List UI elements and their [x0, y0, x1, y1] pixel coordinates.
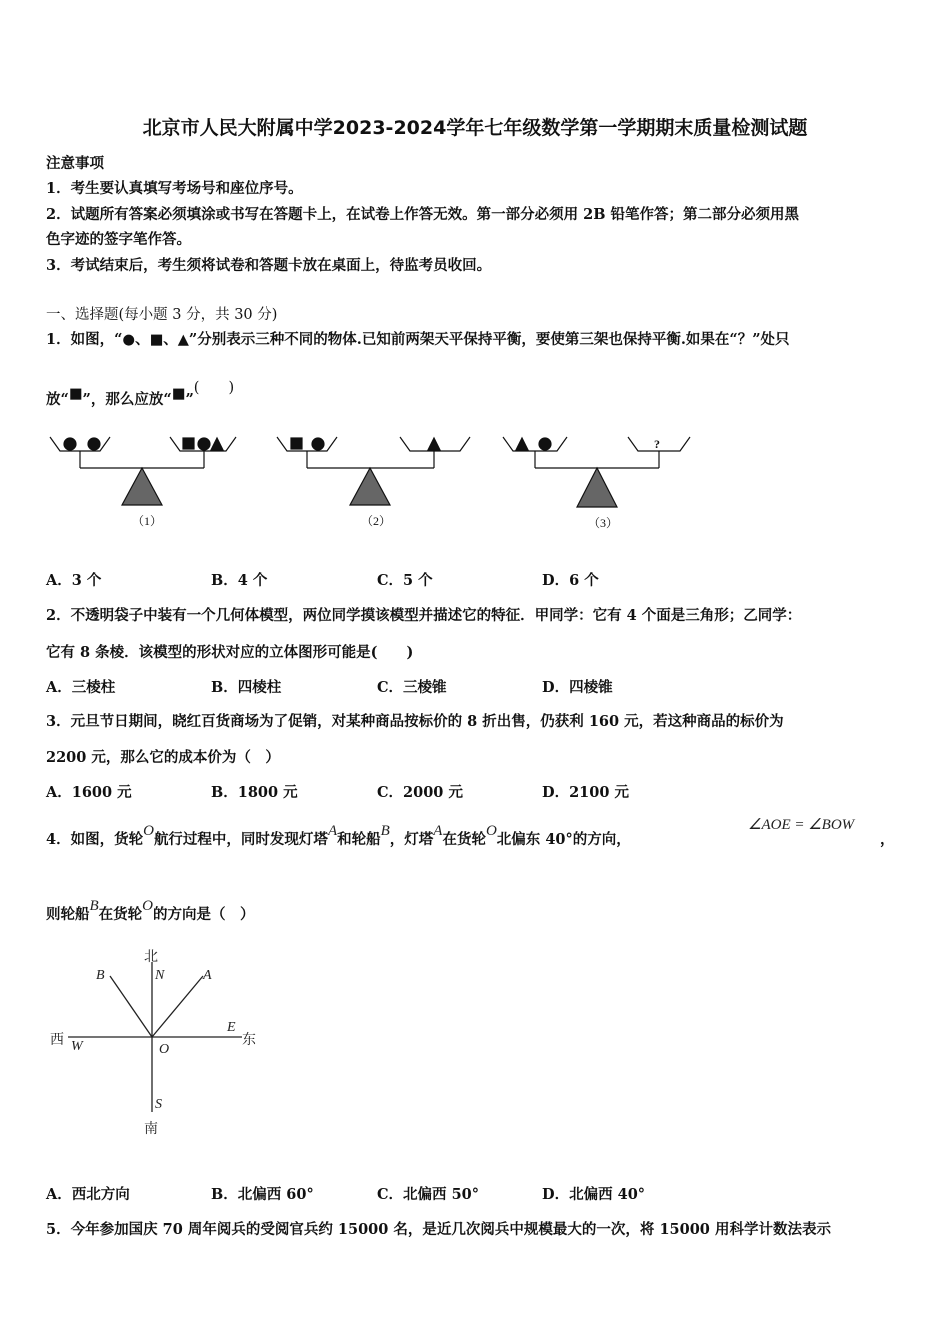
- balance-diagrams: [40, 425, 720, 540]
- notice-item: 色字迹的签字笔作答。: [46, 231, 191, 248]
- square-symbol: ■: [171, 385, 186, 402]
- caption-3: （3）: [588, 516, 619, 530]
- q4-text: 在货轮: [98, 906, 143, 923]
- q4-text: 北偏东 40°的方向，: [496, 831, 631, 848]
- option-c[interactable]: C．北偏西 50°: [377, 1186, 480, 1203]
- option-a[interactable]: A．1600 元: [46, 784, 132, 801]
- q4-text: 航行过程中，同时发现灯塔: [153, 831, 328, 848]
- option-d[interactable]: D．6 个: [542, 572, 599, 589]
- notice-item: 3．考试结束后，考生须将试卷和答题卡放在桌面上，待监考员收回。: [46, 257, 492, 274]
- notice-item: 2．试题所有答案必须填涂或书写在答题卡上，在试卷上作答无效。第一部分必须用 2B 铅笔作答；第二部分必须用黑: [46, 206, 800, 223]
- label-w: W: [71, 1039, 83, 1054]
- option-b[interactable]: B．1800 元: [211, 784, 298, 801]
- var-o: O: [485, 823, 497, 839]
- option-a[interactable]: A．三棱柱: [46, 679, 116, 696]
- option-b[interactable]: B．四棱柱: [211, 679, 282, 696]
- label-east: 东: [242, 1033, 256, 1048]
- question-mark: ?: [654, 437, 660, 451]
- var-a: A: [327, 823, 338, 839]
- label-a: A: [203, 968, 212, 983]
- label-north: 北: [144, 950, 158, 965]
- label-south: 南: [144, 1122, 158, 1137]
- q4-comma: ，: [880, 831, 895, 848]
- q1-text: 放“: [46, 391, 69, 408]
- option-c[interactable]: C．5 个: [377, 572, 433, 589]
- label-n: N: [155, 968, 165, 983]
- balance-2: [277, 437, 470, 505]
- section-heading: 一、选择题(每小题 3 分，共 30 分): [46, 307, 278, 323]
- notice-item: 1．考生要认真填写考场号和座位序号。: [46, 180, 303, 197]
- direction-diagram: [40, 940, 280, 1140]
- caption-1: （1）: [132, 514, 163, 528]
- option-d[interactable]: D．北偏西 40°: [542, 1186, 646, 1203]
- option-a[interactable]: A．3 个: [46, 572, 102, 589]
- option-a[interactable]: A．西北方向: [46, 1186, 130, 1203]
- var-o: O: [142, 898, 154, 914]
- label-s: S: [155, 1097, 162, 1112]
- q4-text: 4．如图，货轮: [46, 831, 144, 848]
- answer-blank: ( ): [193, 380, 235, 396]
- option-c[interactable]: C．2000 元: [377, 784, 463, 801]
- var-a: A: [433, 823, 443, 839]
- var-b: B: [89, 898, 99, 914]
- option-d[interactable]: D．四棱锥: [542, 679, 613, 696]
- option-c[interactable]: C．三棱锥: [377, 679, 447, 696]
- option-d[interactable]: D．2100 元: [542, 784, 629, 801]
- q5-line1: 5．今年参加国庆 70 周年阅兵的受阅官兵约 15000 名，是近几次阅兵中规模最大的一次，将 15000 用科学计数法表示: [46, 1221, 831, 1238]
- q1-line1: 1．如图，“●、■、▲”分别表示三种不同的物体.已知前两架天平保持平衡，要使第三架也保持平衡.如果在“？”处只: [46, 331, 790, 348]
- q4-line1: [46, 823, 631, 849]
- q4-line2: [46, 898, 255, 924]
- q4-text: 在货轮: [442, 831, 486, 848]
- q1-text: ”，那么应放“: [82, 391, 172, 408]
- square-symbol: ■: [68, 385, 83, 402]
- q1-text: ”: [185, 391, 194, 408]
- q4-text: 和轮船: [337, 831, 381, 848]
- label-west: 西: [50, 1033, 64, 1048]
- q3-line1: 3．元旦节日期间，晓红百货商场为了促销，对某种商品按标价的 8 折出售，仍获利 160 元，若这种商品的标价为: [46, 713, 784, 730]
- q4-text: ，灯塔: [389, 831, 434, 848]
- label-e: E: [227, 1020, 236, 1035]
- balance-3: [503, 437, 690, 507]
- notice-heading: 注意事项: [46, 155, 104, 172]
- q4-text: 则轮船: [46, 906, 90, 923]
- option-b[interactable]: B．4 个: [211, 572, 268, 589]
- q3-line2: 2200 元，那么它的成本价为（ ）: [46, 749, 280, 766]
- angle-equation: ∠AOE = ∠BOW: [748, 817, 855, 833]
- label-b: B: [96, 968, 105, 983]
- q4-text: 的方向是（ ）: [153, 906, 255, 923]
- caption-2: （2）: [361, 514, 392, 528]
- page-title: 北京市人民大附属中学2023-2024学年七年级数学第一学期期末质量检测试题: [142, 117, 808, 139]
- q2-line2: 它有 8 条棱．该模型的形状对应的立体图形可能是( ): [46, 644, 414, 661]
- var-o: O: [143, 823, 154, 839]
- q2-line1: 2．不透明袋子中装有一个几何体模型，两位同学摸该模型并描述它的特征．甲同学：它有 4 个面是三角形；乙同学：: [46, 607, 802, 624]
- option-b[interactable]: B．北偏西 60°: [211, 1186, 314, 1203]
- balance-1: [50, 437, 236, 505]
- var-b: B: [380, 823, 390, 839]
- q1-line2: [46, 380, 235, 409]
- label-o: O: [159, 1042, 170, 1057]
